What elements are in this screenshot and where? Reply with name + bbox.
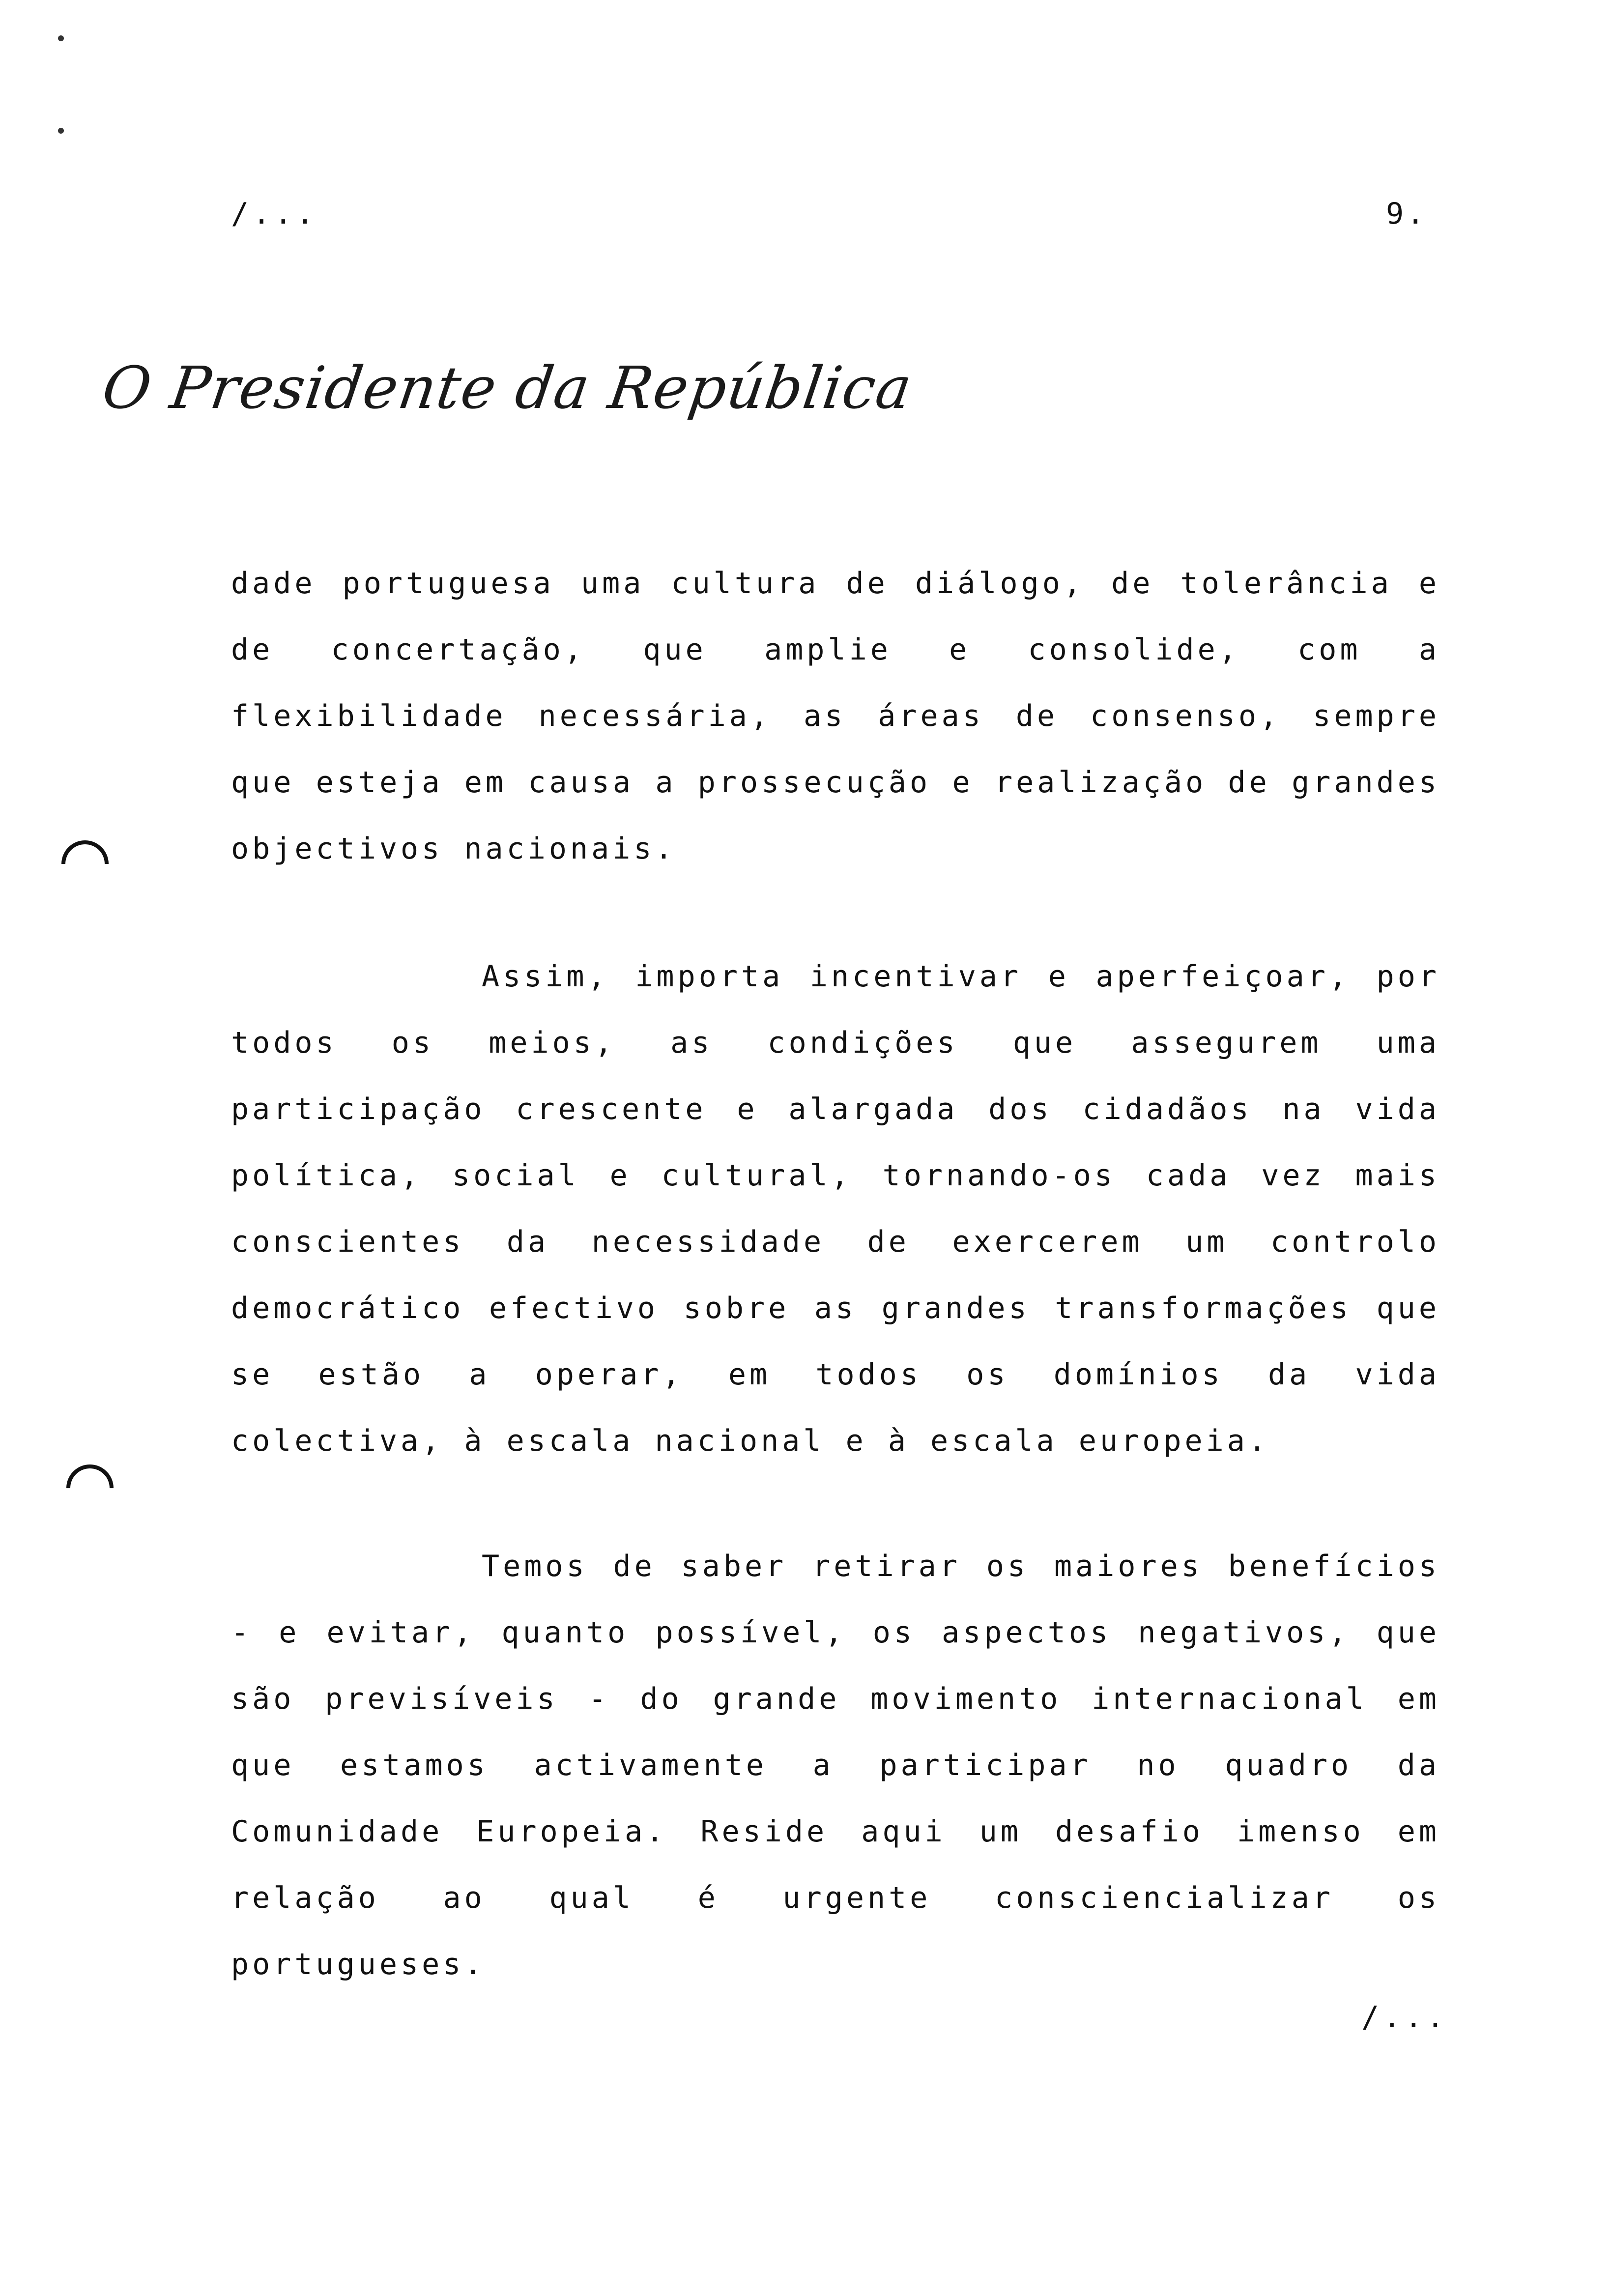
paragraph: dade portuguesa uma cultura de diálogo, de tolerância e de concertação, que amplie e consolide, com a flexibilidade necessária, as áreas de consenso, sempre que esteja em causa a prossecução e realização de grandes objectivos nacionais. — [231, 566, 1440, 866]
margin-dot — [58, 128, 64, 134]
punch-hole-mark — [52, 831, 118, 897]
header-continuation-mark: /... — [231, 197, 318, 231]
margin-dot — [58, 35, 64, 41]
page-number: 9. — [1386, 197, 1428, 231]
punch-hole-mark — [57, 1455, 123, 1521]
paragraph: Assim, importa incentivar e aperfeiçoar, por todos os meios, as condições que assegurem uma participação crescente e alargada dos cidadãos na vida política, social e cultural, tornando-os cada vez mais conscientes da necessidade de exercerem um controlo democrático efectivo sobre as grandes transformações que se estão a operar, em todos os domínios da vida colectiva, à escala nacional e à escala europeia. — [231, 959, 1440, 1458]
paragraph: Temos de saber retirar os maiores benefícios - e evitar, quanto possível, os aspectos negativos, que são previsíveis - do grande movimento internacional em que estamos activamente a participar no quadro da Comunidade Europeia. Reside aqui um desafio imenso em relação ao qual é urgente consciencializar os portugueses. — [231, 1549, 1440, 1981]
letterhead-title: O Presidente da República — [98, 354, 917, 422]
footer-continuation-mark: /... — [1361, 2000, 1448, 2035]
